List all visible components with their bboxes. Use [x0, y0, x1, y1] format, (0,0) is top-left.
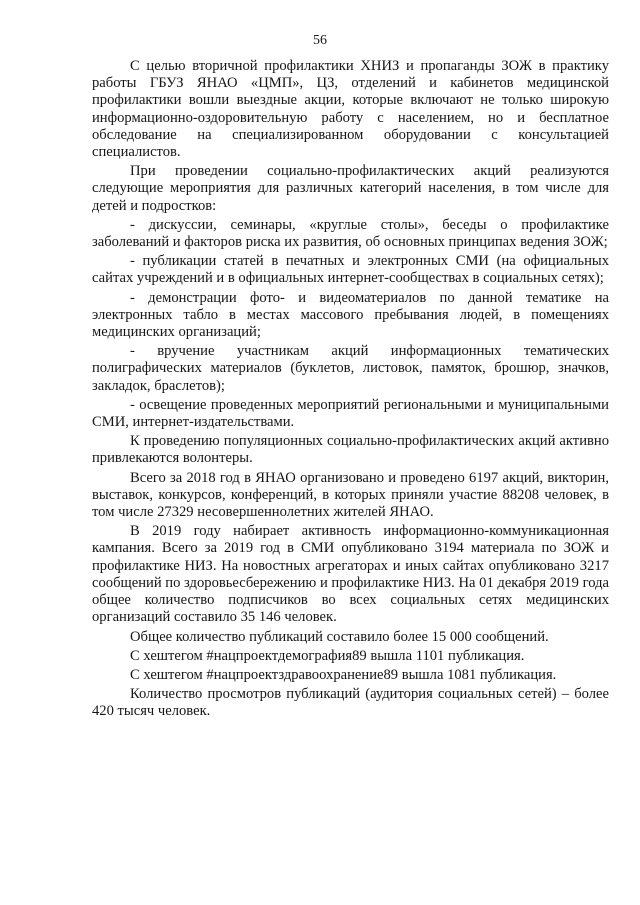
paragraph-total-publications: Общее количество публикаций составило более 15 000 сообщений.	[130, 628, 549, 645]
paragraph-hashtag-healthcare: С хештегом #нацпроектздравоохранение89 вышла 1081 публикация.	[130, 666, 557, 683]
page-number: 56	[313, 33, 327, 48]
paragraph-volunteers: К проведению популяционных социально-профилактических акций активно привлекаются волонтеры.	[92, 433, 609, 467]
list-item-materials: - вручение участникам акций информационных тематических полиграфических материалов (буклетов, листовок, памяток, брошюр, значков, закладок, браслетов);	[92, 343, 609, 394]
document-body	[92, 58, 609, 721]
paragraph-2019-campaign: В 2019 году набирает активность информационно-коммуникационная кампания. Всего за 2019 год в СМИ опубликовано 3194 материала по ЗОЖ и профилактике НИЗ. На новостных агрегаторах и иных сайтах опубликовано 3217 сообщений по здоровьесбережению и профилактике НИЗ. На 01 декабря 2019 года общее количество подписчиков во всех социальных сетях медицинских организаций составило 35 146 человек.	[92, 523, 609, 626]
paragraph-prevention-actions: С целью вторичной профилактики ХНИЗ и пропаганды ЗОЖ в практику работы ГБУЗ ЯНАО «ЦМП», ЦЗ, отделений и кабинетов медицинской профилактики вошли выездные акции, которые включают не только широкую информационно-оздоровительную работу с населением, но и бесплатное обследование на специализированном оборудовании с консультацией специалистов.	[92, 58, 609, 161]
paragraph-activities-intro: При проведении социально-профилактических акций реализуются следующие мероприятия для различных категорий населения, в том числе для детей и подростков:	[92, 163, 609, 214]
list-item-demonstrations: - демонстрации фото- и видеоматериалов по данной тематике на электронных табло в местах массового пребывания людей, в помещениях медицинских организаций;	[92, 289, 609, 341]
paragraph-hashtag-demography: С хештегом #нацпроектдемография89 вышла 1101 публикация.	[130, 647, 525, 664]
list-item-publications: - публикации статей в печатных и электронных СМИ (на официальных сайтах учреждений и в официальных интернет-сообществах в социальных сетях);	[92, 253, 609, 287]
paragraph-2018-results: Всего за 2018 год в ЯНАО организовано и проведено 6197 акций, викторин, выставок, конкурсов, конференций, в которых приняли участие 88208 человек, в том числе 27329 несовершеннолетних жителей ЯНАО.	[92, 469, 609, 521]
list-item-discussions: - дискуссии, семинары, «круглые столы», беседы о профилактике заболеваний и факторов риска их развития, об основных принципах ведения ЗОЖ;	[92, 216, 609, 251]
list-item-media-coverage: - освещение проведенных мероприятий региональными и муниципальными СМИ, интернет-издательствами.	[92, 396, 609, 431]
paragraph-views: Количество просмотров публикаций (аудитория социальных сетей) – более 420 тысяч человек.	[92, 686, 609, 720]
